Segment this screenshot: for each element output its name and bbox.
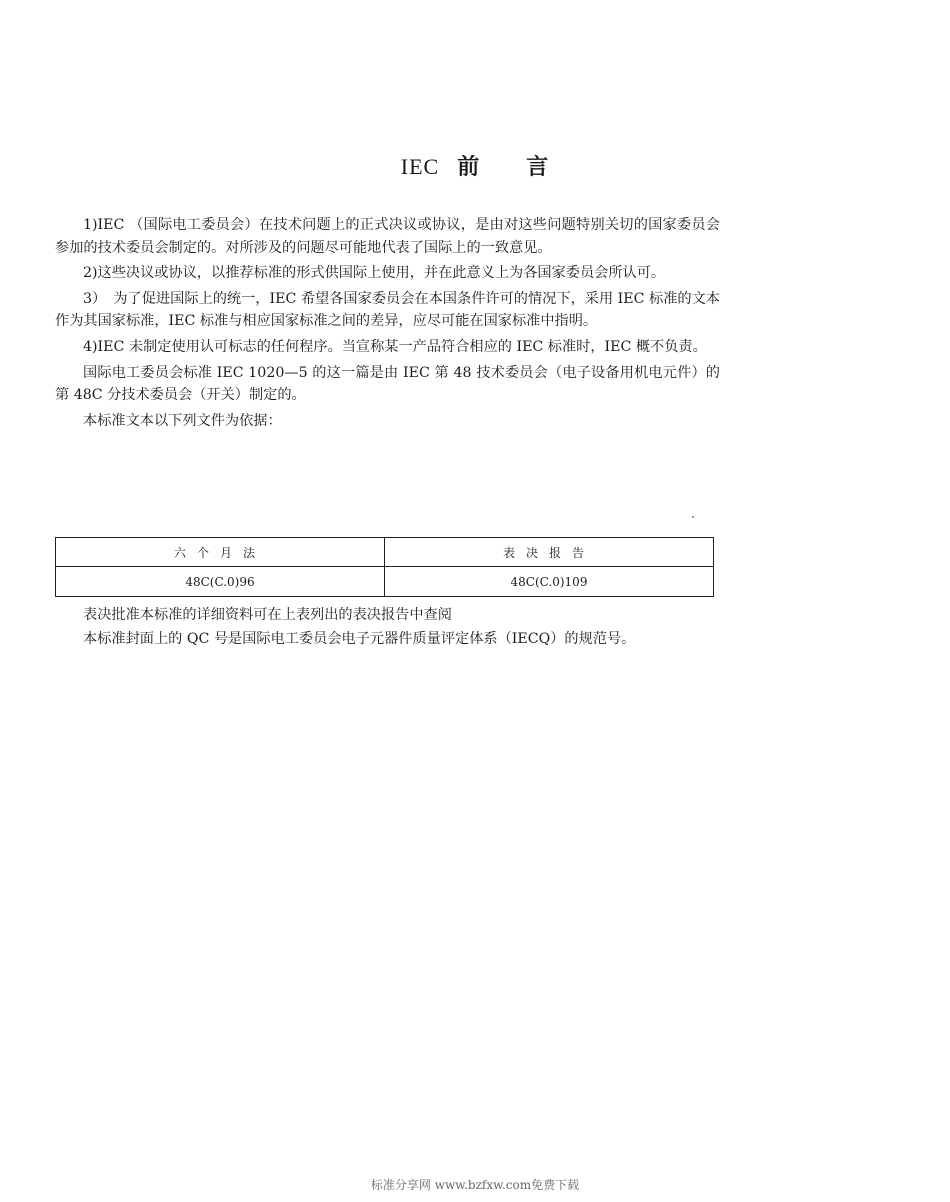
paragraph-4: 4)IEC 未制定使用认可标志的任何程序。当宣称某一产品符合相应的 IEC 标准时，IEC 概不负责。 — [83, 338, 707, 355]
scan-speck — [692, 516, 694, 518]
title-prefix: IEC — [400, 154, 440, 179]
title-word-2: 言 — [526, 154, 550, 180]
title-word-1: 前 — [457, 154, 481, 180]
cell-voting-report-doc: 48C(C.0)109 — [385, 567, 714, 597]
cell-six-month-doc: 48C(C.0)96 — [56, 567, 385, 597]
basis-documents-table — [55, 537, 714, 597]
after-table-notes — [55, 603, 735, 651]
paragraph-6: 本标准文本以下列文件为依据： — [83, 412, 282, 429]
paragraph-3: 3） 为了促进国际上的统一，IEC 希望各国家委员会在本国条件许可的情况下，采用 IEC 标准的文本作为其国家标准，IEC 标准与相应国家标准之间的差异，应尽可能在国家标准中指明。 — [55, 290, 720, 330]
table-row — [56, 567, 714, 597]
note-voting-details: 表决批准本标准的详细资料可在上表列出的表决报告中查阅 — [83, 607, 452, 623]
note-qc-number: 本标准封面上的 QC 号是国际电工委员会电子元器件质量评定体系（IECQ）的规范号。 — [83, 631, 636, 647]
footer-watermark: 标准分享网 www.bzfxw.com免费下载 — [370, 1178, 580, 1192]
foreword-body — [55, 214, 720, 435]
header-six-month-rule: 六个月法 — [56, 538, 385, 567]
header-voting-report: 表决报告 — [385, 538, 714, 567]
table-header-row — [56, 538, 714, 567]
paragraph-1: 1)IEC （国际电工委员会）在技术问题上的正式决议或协议，是由对这些问题特别关切的国家委员会参加的技术委员会制定的。对所涉及的问题尽可能地代表了国际上的一致意见。 — [55, 217, 720, 256]
page-title — [0, 150, 950, 181]
paragraph-5: 国际电工委员会标准 IEC 1020—5 的这一篇是由 IEC 第 48 技术委员会（电子设备用机电元件）的第 48C 分技术委员会（开关）制定的。 — [55, 364, 720, 404]
paragraph-2: 2)这些决议或协议，以推荐标准的形式供国际上使用，并在此意义上为各国家委员会所认可。 — [83, 265, 666, 282]
